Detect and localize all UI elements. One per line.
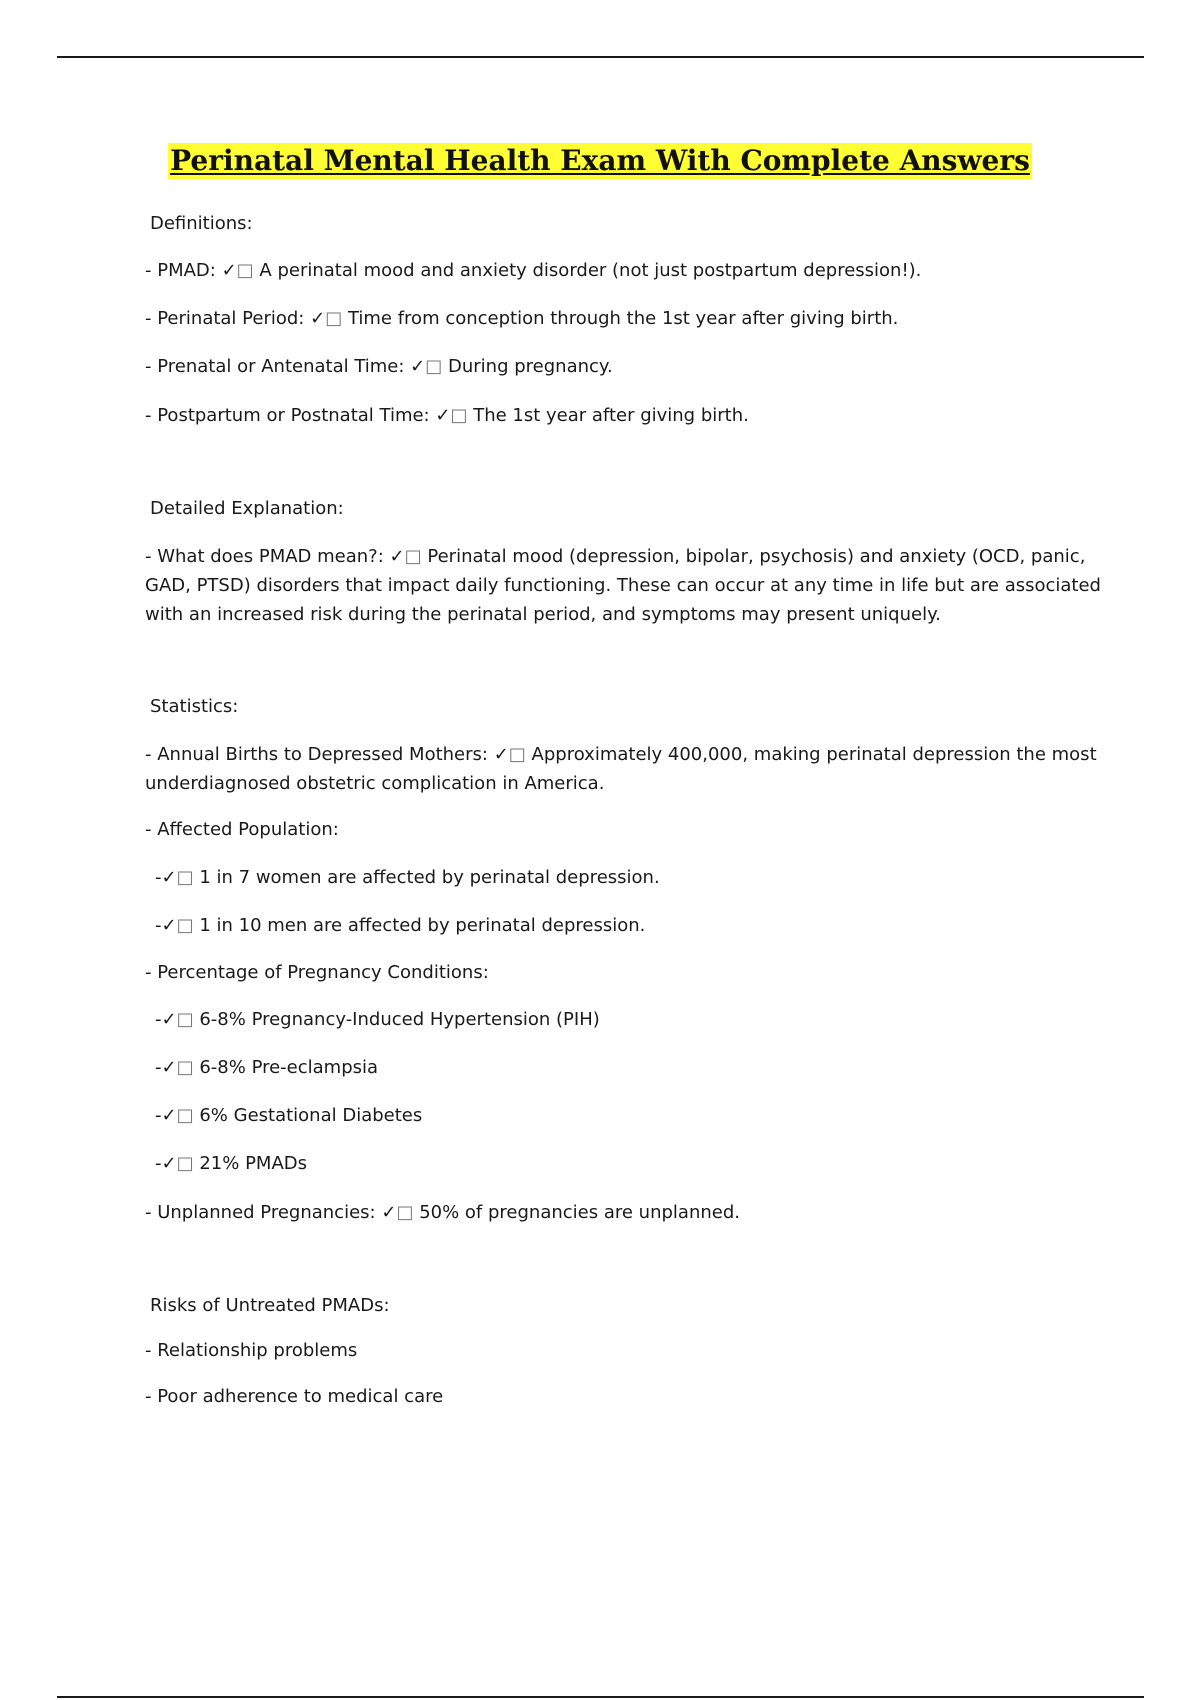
detailed-item-pmad-meaning	[145, 542, 1105, 629]
item-prefix: -	[155, 1105, 162, 1126]
checkmark-icon: ✓	[161, 915, 177, 936]
item-label: - What does PMAD mean?:	[145, 546, 384, 567]
condition-item-gestational-diabetes	[155, 1101, 1115, 1130]
item-prefix: -	[155, 1153, 162, 1174]
definition-item-postpartum	[145, 401, 1105, 430]
affected-item-women	[155, 863, 1115, 892]
box-icon: □	[396, 1202, 414, 1223]
checkmark-icon: ✓	[161, 1057, 177, 1078]
box-icon: □	[176, 1153, 194, 1174]
checkmark-icon: ✓	[435, 405, 451, 426]
box-icon: □	[236, 260, 254, 281]
checkmark-icon: ✓	[221, 260, 237, 281]
risk-item-adherence: - Poor adherence to medical care	[145, 1386, 444, 1407]
item-answer: Approximately 400,000, making perinatal depression the most underdiagnosed obstetric complication in America.	[145, 744, 1097, 794]
checkmark-icon: ✓	[161, 1105, 177, 1126]
box-icon: □	[404, 546, 422, 567]
box-icon: □	[176, 1057, 194, 1078]
definition-item-pmad	[145, 256, 1105, 285]
condition-item-pmads	[155, 1149, 1115, 1178]
stat-unplanned-pregnancies	[145, 1198, 1105, 1227]
item-prefix: -	[155, 915, 162, 936]
item-label: - Perinatal Period:	[145, 308, 305, 329]
item-answer: A perinatal mood and anxiety disorder (not just postpartum depression!).	[259, 260, 922, 281]
item-prefix: -	[155, 1057, 162, 1078]
checkmark-icon: ✓	[493, 744, 509, 765]
item-answer: 6-8% Pregnancy-Induced Hypertension (PIH)	[199, 1009, 600, 1030]
condition-item-pih	[155, 1005, 1115, 1034]
item-label: - Annual Births to Depressed Mothers:	[145, 744, 488, 765]
page-title: Perinatal Mental Health Exam With Complete Answers	[170, 144, 1030, 177]
item-prefix: -	[155, 867, 162, 888]
item-label: - Prenatal or Antenatal Time:	[145, 356, 405, 377]
item-label: - PMAD:	[145, 260, 216, 281]
checkmark-icon: ✓	[161, 1009, 177, 1030]
item-answer: 6% Gestational Diabetes	[199, 1105, 423, 1126]
detailed-heading: Detailed Explanation:	[150, 498, 344, 519]
statistics-heading: Statistics:	[150, 696, 239, 717]
definition-item-prenatal	[145, 352, 1105, 381]
definition-item-perinatal-period	[145, 304, 1105, 333]
top-rule	[57, 56, 1144, 58]
affected-item-men	[155, 911, 1115, 940]
box-icon: □	[176, 1105, 194, 1126]
stat-annual-births	[145, 740, 1105, 798]
item-label: - Unplanned Pregnancies:	[145, 1202, 376, 1223]
checkmark-icon: ✓	[410, 356, 426, 377]
box-icon: □	[176, 915, 194, 936]
item-label: - Postpartum or Postnatal Time:	[145, 405, 430, 426]
item-answer: Perinatal mood (depression, bipolar, psychosis) and anxiety (OCD, panic, GAD, PTSD) disorders that impact daily functioning. These can occur at any time in life but are associated with an increased risk during the perinatal period, and symptoms may present uniquely.	[145, 546, 1101, 625]
checkmark-icon: ✓	[389, 546, 405, 567]
checkmark-icon: ✓	[161, 867, 177, 888]
item-answer: During pregnancy.	[448, 356, 613, 377]
box-icon: □	[425, 356, 443, 377]
item-answer: 6-8% Pre-eclampsia	[199, 1057, 379, 1078]
item-answer: 1 in 7 women are affected by perinatal depression.	[199, 867, 660, 888]
item-answer: 21% PMADs	[199, 1153, 308, 1174]
checkmark-icon: ✓	[310, 308, 326, 329]
box-icon: □	[325, 308, 343, 329]
checkmark-icon: ✓	[381, 1202, 397, 1223]
risks-heading: Risks of Untreated PMADs:	[150, 1295, 390, 1316]
box-icon: □	[176, 867, 194, 888]
item-prefix: -	[155, 1009, 162, 1030]
condition-item-preeclampsia	[155, 1053, 1115, 1082]
item-answer: The 1st year after giving birth.	[473, 405, 749, 426]
conditions-heading: - Percentage of Pregnancy Conditions:	[145, 962, 489, 983]
item-answer: Time from conception through the 1st year after giving birth.	[347, 308, 899, 329]
title-container	[0, 143, 1200, 179]
box-icon: □	[508, 744, 526, 765]
checkmark-icon: ✓	[161, 1153, 177, 1174]
affected-population-heading: - Affected Population:	[145, 819, 339, 840]
bottom-rule	[57, 1696, 1144, 1698]
box-icon: □	[176, 1009, 194, 1030]
box-icon: □	[450, 405, 468, 426]
item-answer: 50% of pregnancies are unplanned.	[419, 1202, 740, 1223]
definitions-heading: Definitions:	[150, 213, 253, 234]
risk-item-relationship: - Relationship problems	[145, 1340, 358, 1361]
item-answer: 1 in 10 men are affected by perinatal depression.	[199, 915, 646, 936]
